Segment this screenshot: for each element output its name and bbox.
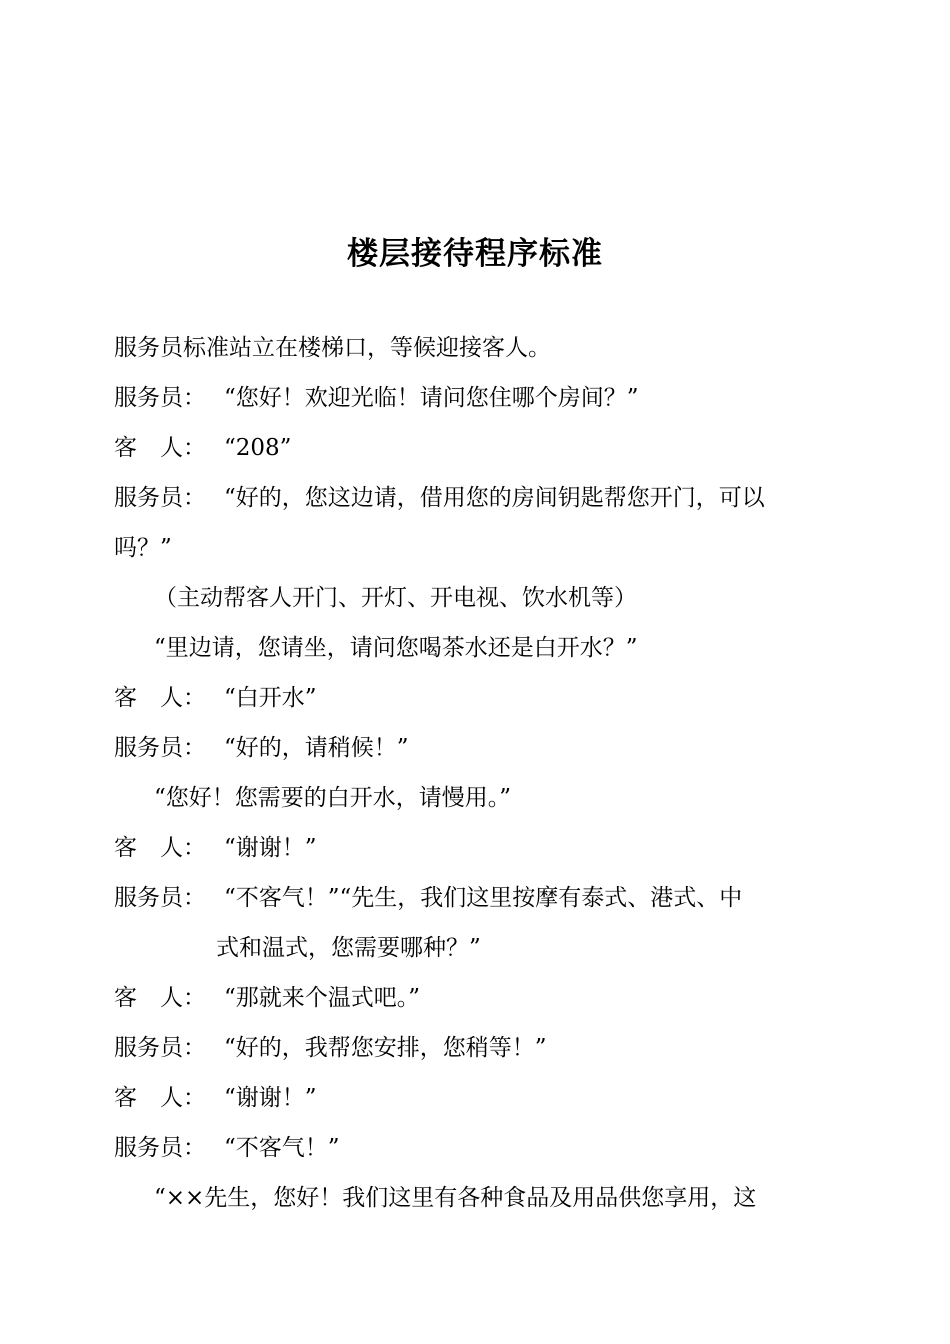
dialogue-text: “好的，请稍候！”	[224, 735, 409, 761]
dialogue-continuation	[154, 1183, 756, 1213]
dialogue-continuation	[114, 533, 172, 563]
dialogue-text: “好的，您这边请，借用您的房间钥匙帮您开门，可以	[224, 485, 765, 511]
dialogue-line	[114, 883, 742, 913]
line-text: “您好！您需要的白开水，请慢用。”	[154, 785, 512, 811]
paragraph-line	[114, 333, 551, 363]
speaker-label: 客 人：	[114, 685, 206, 711]
speaker-label: 客 人：	[114, 1085, 206, 1111]
dialogue-text: “208”	[224, 435, 292, 461]
dialogue-line	[114, 383, 639, 413]
line-text: 吗？”	[114, 535, 172, 561]
dialogue-text: “白开水”	[224, 685, 317, 711]
speaker-label: 服务员：	[114, 885, 206, 911]
line-text: “里边请，您请坐，请问您喝茶水还是白开水？”	[154, 635, 638, 661]
document-title: 楼层接待程序标准	[347, 236, 603, 272]
dialogue-line	[114, 1083, 317, 1113]
speaker-label: 客 人：	[114, 435, 206, 461]
dialogue-text: “不客气！”“先生，我们这里按摩有泰式、港式、中	[224, 885, 743, 911]
dialogue-text: “谢谢！”	[224, 1085, 317, 1111]
dialogue-line	[114, 483, 765, 513]
dialogue-continuation	[154, 633, 638, 663]
dialogue-line	[114, 433, 291, 463]
dialogue-text: “那就来个温式吧。”	[224, 985, 421, 1011]
dialogue-line	[114, 833, 317, 863]
dialogue-continuation	[216, 933, 481, 963]
dialogue-line	[114, 683, 317, 713]
line-text: 服务员标准站立在楼梯口，等候迎接客人。	[114, 335, 551, 361]
dialogue-line	[114, 733, 409, 763]
speaker-label: 服务员：	[114, 1135, 206, 1161]
line-text: （主动帮客人开门、开灯、开电视、饮水机等）	[154, 585, 637, 611]
dialogue-text: “谢谢！”	[224, 835, 317, 861]
speaker-label: 服务员：	[114, 735, 206, 761]
speaker-label: 客 人：	[114, 835, 206, 861]
line-text: 式和温式，您需要哪种？”	[216, 935, 481, 961]
dialogue-line	[114, 983, 420, 1013]
dialogue-text: “不客气！”	[224, 1135, 340, 1161]
dialogue-continuation	[154, 783, 511, 813]
dialogue-text: “您好！欢迎光临！请问您住哪个房间？”	[224, 385, 639, 411]
line-text: “××先生，您好！我们这里有各种食品及用品供您享用，这	[154, 1185, 757, 1211]
speaker-label: 服务员：	[114, 1035, 206, 1061]
dialogue-line	[114, 1033, 547, 1063]
dialogue-text: “好的，我帮您安排，您稍等！”	[224, 1035, 547, 1061]
stage-direction	[154, 583, 637, 613]
speaker-label: 服务员：	[114, 385, 206, 411]
speaker-label: 客 人：	[114, 985, 206, 1011]
dialogue-line	[114, 1133, 340, 1163]
speaker-label: 服务员：	[114, 485, 206, 511]
